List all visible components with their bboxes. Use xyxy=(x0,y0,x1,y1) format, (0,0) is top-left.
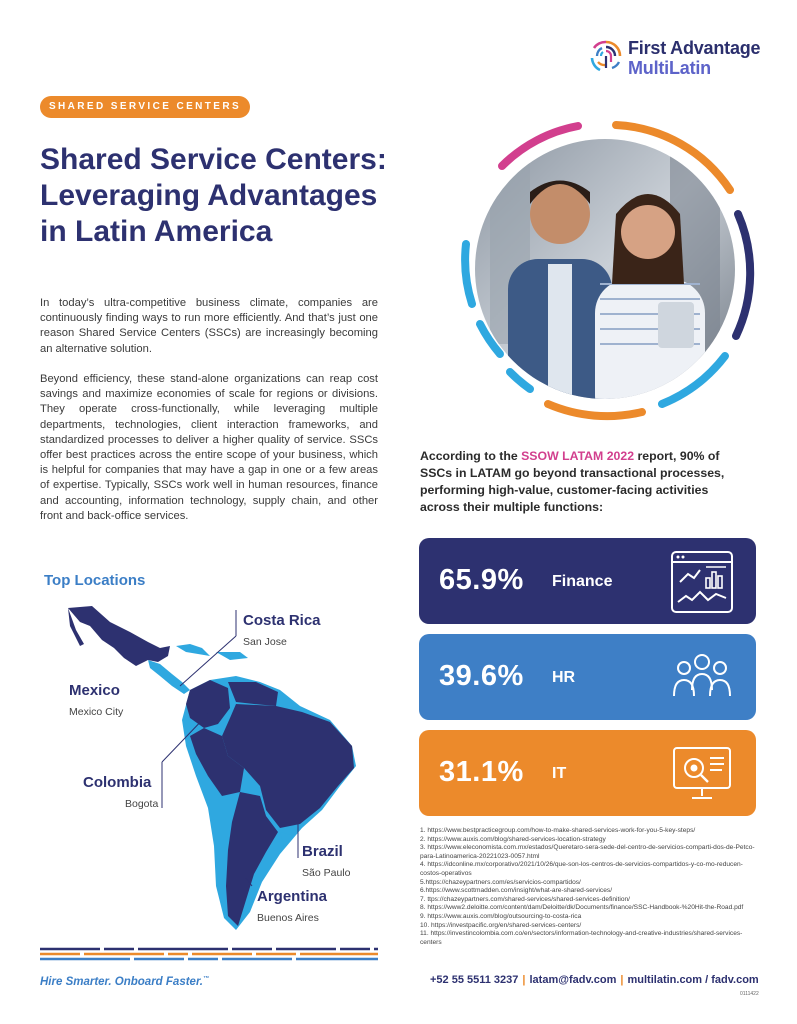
reference-item[interactable]: 6.https://www.scottmadden.com/insight/what-are-shared-services/ xyxy=(420,887,613,895)
brand-logo xyxy=(588,36,763,82)
brand-name-line1: First Advantage xyxy=(628,38,761,58)
stat-label: IT xyxy=(552,765,567,782)
map-title: Top Locations xyxy=(44,572,146,589)
stat-label: Finance xyxy=(552,573,613,590)
latin-america-map-illustration xyxy=(40,596,400,936)
tagline xyxy=(40,976,209,988)
location-costa-rica: Costa Rica xyxy=(243,612,321,629)
section-pill: SHARED SERVICE CENTERS xyxy=(40,96,250,118)
location-brazil-city: São Paulo xyxy=(302,867,351,879)
people-group-icon xyxy=(670,646,734,710)
reference-item[interactable]: 10. https://investpacific.org/en/shared-services-centers/ xyxy=(420,921,582,929)
finance-chart-icon xyxy=(670,550,734,614)
reference-item[interactable]: 4. https://idconline.mx/corporativo/2021/10/26/que-son-los-centros-de-servicios-compartidos-y-co-mo-reducen-costos-operativos xyxy=(420,861,743,877)
separator: | xyxy=(522,974,526,986)
stat-card-finance xyxy=(419,538,756,624)
stat-card-hr xyxy=(419,634,756,720)
stat-card-it xyxy=(419,730,756,816)
stats-intro-pre: According to the xyxy=(420,449,522,463)
latin-america-map xyxy=(40,596,400,936)
location-colombia-city: Bogota xyxy=(125,798,159,810)
separator: | xyxy=(620,974,624,986)
location-argentina: Argentina xyxy=(257,888,328,905)
hero-photo-illustration xyxy=(430,104,780,442)
reference-item[interactable]: 1. https://www.bestpracticegroup.com/how-to-make-shared-services-work-for-you-5-key-steps/ xyxy=(420,827,696,834)
location-colombia: Colombia xyxy=(83,774,152,791)
fingerprint-logo-icon xyxy=(588,38,624,76)
location-mexico: Mexico xyxy=(69,682,120,699)
website-links[interactable]: multilatin.com / fadv.com xyxy=(627,974,759,986)
tagline-text: Hire Smarter. Onboard Faster. xyxy=(40,976,203,988)
intro-paragraph: In today’s ultra-competitive business climate, companies are continuously finding ways to run more efficiently. And that’s just one reason Shared Service Centers (SSCs) are increasingly becoming an alternative solution. xyxy=(40,297,378,355)
document-code: 0111422 xyxy=(740,991,759,997)
trademark: ™ xyxy=(202,976,209,983)
stat-value: 65.9% xyxy=(439,564,524,596)
hero-photo-frame xyxy=(430,104,780,442)
reference-item[interactable]: 3. https://www.eleconomista.com.mx/estados/Queretaro-sera-sede-del-centro-de-servicios-comparti-dos-de-Petco-para-Latinoamerica-20221023-0057.html xyxy=(420,844,755,860)
location-mexico-city: Mexico City xyxy=(69,706,124,718)
reference-item[interactable]: 7. ttps://chazeypartners.com/shared-services/shared-services-definition/ xyxy=(420,895,630,903)
reference-item[interactable]: 8. https://www2.deloitte.com/content/dam/Deloitte/dk/Documents/finance/SSC-Handbook-%20Hit-the-Road.pdf xyxy=(420,904,744,912)
phone-link[interactable]: +52 55 5511 3237 xyxy=(430,974,519,986)
decorative-stripes xyxy=(40,946,378,964)
reference-item[interactable]: 5.https://chazeypartners.com/es/servicios-compartidos/ xyxy=(420,878,581,886)
body-paragraph: Beyond efficiency, these stand-alone organizations can reap cost savings and maximize economies of scale for regions or divisions. They operate cross-functionally, while leveraging multiple departments, technologies, client interaction frameworks, and standardized processes to deliver a higher quality of service. SSCs offer best practices across the entire scope of your business, which is helpful for companies that may have a gap in one or a few areas of expertise. Typically, SSCs work well in human resources, finance and accounting, information technology, supply chain, and other front and back-office services. xyxy=(40,373,378,522)
location-argentina-city: Buenos Aires xyxy=(257,912,319,924)
references-list xyxy=(420,827,760,947)
email-link[interactable]: latam@fadv.com xyxy=(529,974,617,986)
brand-name-line2: MultiLatin xyxy=(628,58,711,78)
reference-item[interactable]: 11. https://investincolombia.com.co/en/sectors/information-technology-and-creative-industries/shared-services-centers xyxy=(420,930,743,946)
reference-item[interactable]: 9. https://www.auxis.com/blog/outsourcing-to-costa-rica xyxy=(420,912,582,920)
stat-value: 39.6% xyxy=(439,660,524,692)
stats-intro xyxy=(420,448,750,516)
monitor-search-icon xyxy=(670,742,734,806)
stat-value: 31.1% xyxy=(439,756,524,788)
reference-item[interactable]: 2. https://www.auxis.com/blog/shared-services-location-strategy xyxy=(420,835,606,843)
report-name-highlight: SSOW LATAM 2022 xyxy=(521,449,635,463)
stats-intro-post: report, 90% of SSCs in LATAM go beyond transactional processes, performing high-value, customer-facing activities across their multiple functions: xyxy=(420,449,725,514)
contact-info xyxy=(430,974,759,986)
page-title: Shared Service Centers: Leveraging Advantages in Latin America xyxy=(40,143,387,248)
location-brazil: Brazil xyxy=(302,843,343,860)
location-costa-rica-city: San Jose xyxy=(243,636,287,648)
stat-label: HR xyxy=(552,669,576,686)
